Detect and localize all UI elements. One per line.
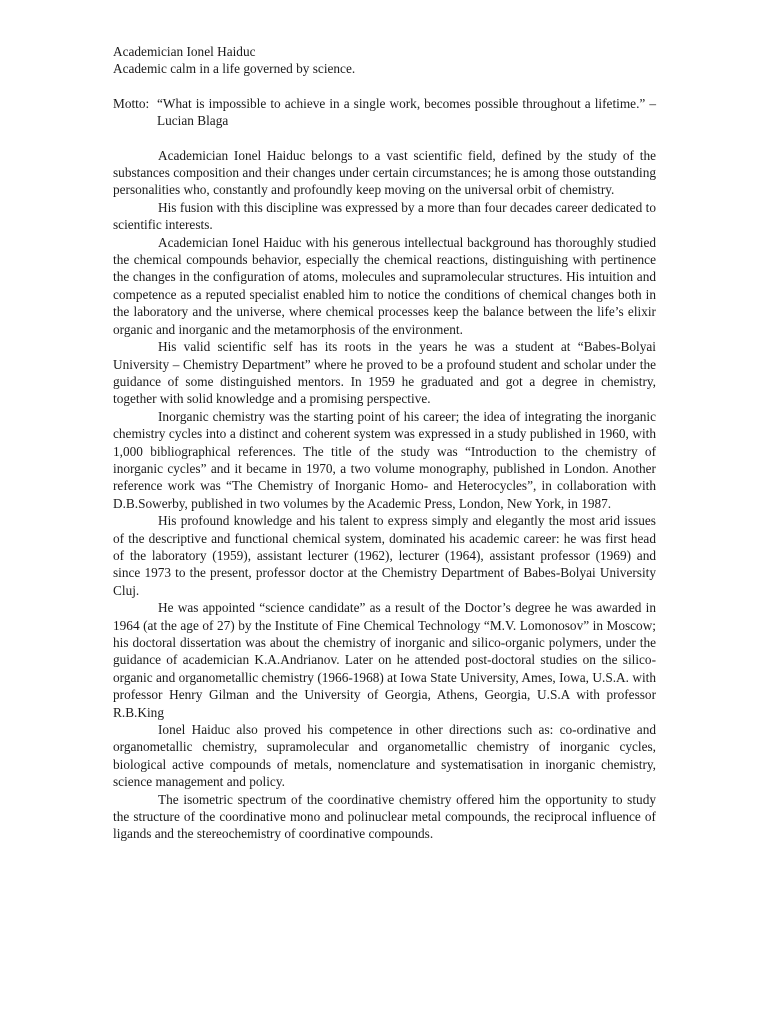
document-subtitle: Academic calm in a life governed by science. — [113, 61, 356, 77]
paragraph: Academician Ionel Haiduc with his generous intellectual background has thoroughly studied the chemical compounds behavior, especially the chemical reactions, distinguishing with pertinence the changes in the configuration of atoms, molecules and supramolecular structures. His intuition and competence as a reputed specialist enabled him to notice the conditions of chemical changes both in the laboratory and the universe, where chemical processes keep the balance between the life’s elixir organic and inorganic and the metamorphosis of the environment. — [113, 234, 656, 337]
motto-label: Motto: — [113, 95, 150, 111]
motto-text: “What is impossible to achieve in a single work, becomes possible throughout a lifetime.” – Lucian Blaga — [157, 95, 656, 129]
paragraph: He was appointed “science candidate” as a result of the Doctor’s degree he was awarded in 1964 (at the age of 27) by the Institute of Fine Chemical Technology “M.V. Lomonosov” in Moscow; his doctoral dissertation was about the chemistry of inorganic and silico-organic polymers, under the guidance of academician K.A.Andrianov. Later on he attended post-doctoral studies on the silico-organic and organometallic chemistry (1966-1968) at Iowa State University, Ames, Iowa, U.S.A. with professor Henry Gilman and the University of Georgia, Athens, Georgia, U.S.A with professor R.B.King — [113, 600, 656, 720]
paragraph: The isometric spectrum of the coordinative chemistry offered him the opportunity to study the structure of the coordinative mono and polinuclear metal compounds, the reciprocal influence of ligands and the stereochemistry of coordinative compounds. — [113, 791, 656, 842]
paragraph: Academician Ionel Haiduc belongs to a vast scientific field, defined by the study of the substances composition and their changes under certain circumstances; he is among those outstanding personalities who, constantly and profoundly keep moving on the universal orbit of chemistry. — [113, 147, 656, 198]
paragraph: His valid scientific self has its roots in the years he was a student at “Babes-Bolyai University – Chemistry Department” where he proved to be a profound student and scholar under the guidance of some distinguished mentors. In 1959 he graduated and got a degree in chemistry, together with solid knowledge and a promising perspective. — [113, 339, 656, 407]
motto — [113, 95, 656, 130]
paragraph: Ionel Haiduc also proved his competence in other directions such as: co-ordinative and organometallic chemistry, supramolecular and organometallic chemistry of inorganic cycles, biological active compounds of metals, nomenclature and systematisation in inorganic chemistry, science management and policy. — [113, 722, 656, 790]
paragraph: His profound knowledge and his talent to express simply and elegantly the most arid issues of the descriptive and functional chemical system, dominated his academic career: he was first head of the laboratory (1959), assistant lecturer (1962), lecturer (1964), assistant professor (1969) and since 1973 to the present, professor doctor at the Chemistry Department of Babes-Bolyai University Cluj. — [113, 513, 656, 598]
paragraph: His fusion with this discipline was expressed by a more than four decades career dedicated to scientific interests. — [113, 199, 656, 233]
document-title: Academician Ionel Haiduc — [113, 44, 256, 59]
paragraph: Inorganic chemistry was the starting point of his career; the idea of integrating the inorganic chemistry cycles into a distinct and coherent system was expressed in a study published in 1960, with 1,000 bibliographical references. The title of the study was “Introduction to the chemistry of inorganic cycles” and it became in 1970, a two volume monography, published in London. Another reference work was “The Chemistry of Inorganic Homo- and Heterocycles”, in collaboration with D.B.Sowerby, published in two volumes by the Academic Press, London, New York, in 1987. — [113, 408, 656, 511]
document-body — [113, 43, 656, 843]
